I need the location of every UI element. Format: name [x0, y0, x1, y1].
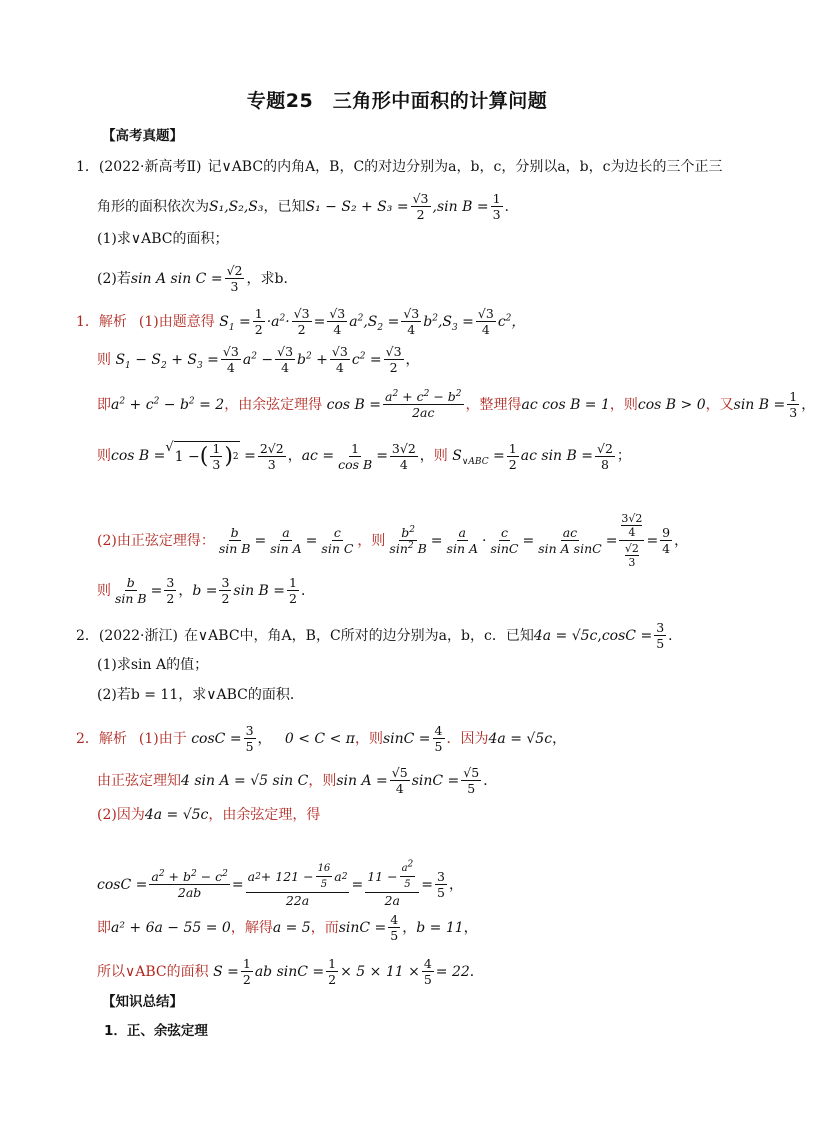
a2-line3: (2)因为 4a = √5c ，由余弦定理，得 [97, 807, 321, 823]
q1-sub1: (1)求∨ABC的面积； [97, 231, 229, 247]
a1-label: 解析 [98, 313, 127, 330]
q2-sub2: (2)若b = 11，求∨ABC的面积． [97, 687, 304, 703]
summary-item-1: 1．正、余弦定理 [104, 1023, 208, 1039]
q1-known: ，已知 [263, 198, 306, 215]
q1-sinb-frac: $\frac{1}{3}$ [492, 191, 501, 222]
q1-sub2: (2)若 sin A sin C = $\frac{√2}{3}$ ，求b． [97, 263, 298, 294]
a1-line1: 1． 解析 (1)由题意得 $S_1$ = $\frac{1}{2}$ $\cdot a^2\cdot$ $\frac{√3}{2}$ = $\frac{√3}{4}$ $a^2,S_2$ = $\frac{√3}{4}$ $b^2,S_3$ = $\frac{√3}{4}$ $c^2$， [76, 306, 526, 337]
a2-line5: 即 a² + 6a − 55 = 0 ，解得 a = 5 ，而 sinC = $\frac{4}{5}$ ， b = 11 ， [97, 912, 478, 943]
q2-line1: 2． (2022·浙江) 在∨ABC中，角A，B，C所对的边分别为a，b，c．已知 4a = √5c , cosC = $\frac{3}{5}$ ． [76, 620, 683, 651]
a1-number: 1． [76, 313, 99, 330]
q1-vars: S₁,S₂,S₃ [209, 198, 264, 215]
a1-part1: (1)由题意得 [138, 313, 215, 330]
q2-source: (2022·浙江) [98, 627, 178, 644]
q2-number: 2． [76, 627, 99, 644]
a1-line3: 即 $a^2 + c^2 - b^2 = 2$ ， 由余弦定理得 cos B = $\frac{a^2 + c^2 - b^2}{2ac}$ ， 整理得 ac cos B = 1 ， 则 cos B > 0 ， 又 sin B = $\frac{1}{3}$ ， [97, 388, 815, 420]
q1-number: 1． [76, 159, 99, 175]
q1-sinb: ,sin B = [432, 198, 489, 215]
section-summary-heading: 【知识总结】 [102, 994, 183, 1010]
a2-line6: 所以∨ABC的面积 S = $\frac{1}{2}$ ab sinC = $\frac{1}{2}$ × 5 × 11 × $\frac{4}{5}$ = 22 ． [97, 956, 484, 987]
page-title: 专题25 三角形中面积的计算问题 [246, 90, 548, 112]
a1-line4: 则 cos B = √ 1 − ( $\frac{1}{3}$ ) 2 = $\frac{2√2}{3}$ ， ac = $\frac{1}{\text{cos B}}$ = $\frac{3√2}{4}$ ， 则 $S_{\vee ABC}$ = $\frac{1}{2}$ ac sin B = $\frac{√2}{8}$ ； [97, 440, 631, 472]
q1-frac: $\frac{√3}{2}$ [412, 191, 429, 222]
a2-line1: 2． 解析 (1)由于 cosC = $\frac{3}{5}$ ， 0 < C < π ，则 sinC = $\frac{4}{5}$ ．因为 4a = √5c ， [76, 723, 567, 754]
a1-line2: 则 $S_1 - S_2 + S_3$ = $\frac{√3}{4}$ $a^2$ − $\frac{√3}{4}$ $b^2$ + $\frac{√3}{4}$ $c^2$ = $\frac{√3}{2}$ ， [97, 344, 420, 375]
q2-text: 在∨ABC中，角A，B，C所对的边分别为a，b，c．已知 [183, 627, 534, 644]
section-gaokao-heading: 【高考真题】 [102, 128, 183, 144]
q1-line1 [76, 158, 722, 176]
q1-eq: S₁ − S₂ + S₃ = [305, 198, 409, 215]
a2-line4: cosC = $\frac{a^2 + b^2 - c^2}{2ab}$ = a 2 + 121 − $\frac{16}{5}$ a 2 22a = 11 − $\frac{a^2}{5}$ 2a = $\frac{3}{5}$ ， [97, 859, 463, 908]
a1-line6: 则 $\frac{b}{\text{sin B}}$ = $\frac{3}{2}$ ， b = $\frac{3}{2}$ sin B = $\frac{1}{2}$ ． [97, 575, 315, 606]
q1-source: (2022·新高考Ⅱ) [98, 159, 202, 175]
a2-line2: 由正弦定理知 4 sin A = √5 sin C ，则 sin A = $\frac{√5}{4}$ sinC = $\frac{√5}{5}$ ． [97, 765, 498, 796]
q2-sub1: (1)求sin A的值； [97, 657, 209, 673]
q1-line2-text: 角形的面积依次为 [97, 198, 209, 215]
a1-line5: (2)由正弦定理得： $\frac{b}{\text{sin B}}$ = $\frac{a}{\text{sin A}}$ = $\frac{c}{\text{sin C}}$ ，则 $\frac{b^2}{\sin^2 B}$ = $\frac{a}{\text{sin A}}$ · $\frac{c}{\sin C}$ = $\frac{ac}{\text{sin A sinC}}$ = 3√2 4 √2 3 = $\frac{9}{4}$ ， [97, 512, 689, 569]
q1-text: 记∨ABC的内角A，B，C的对边分别为a，b，c，分别以a，b，c为边长的三个正三 [207, 159, 723, 175]
q1-line2: 角形的面积依次为 S₁,S₂,S₃ ，已知 S₁ − S₂ + S₃ = $\frac{√3}{2}$ ,sin B = $\frac{1}{3}$ . [97, 191, 509, 222]
